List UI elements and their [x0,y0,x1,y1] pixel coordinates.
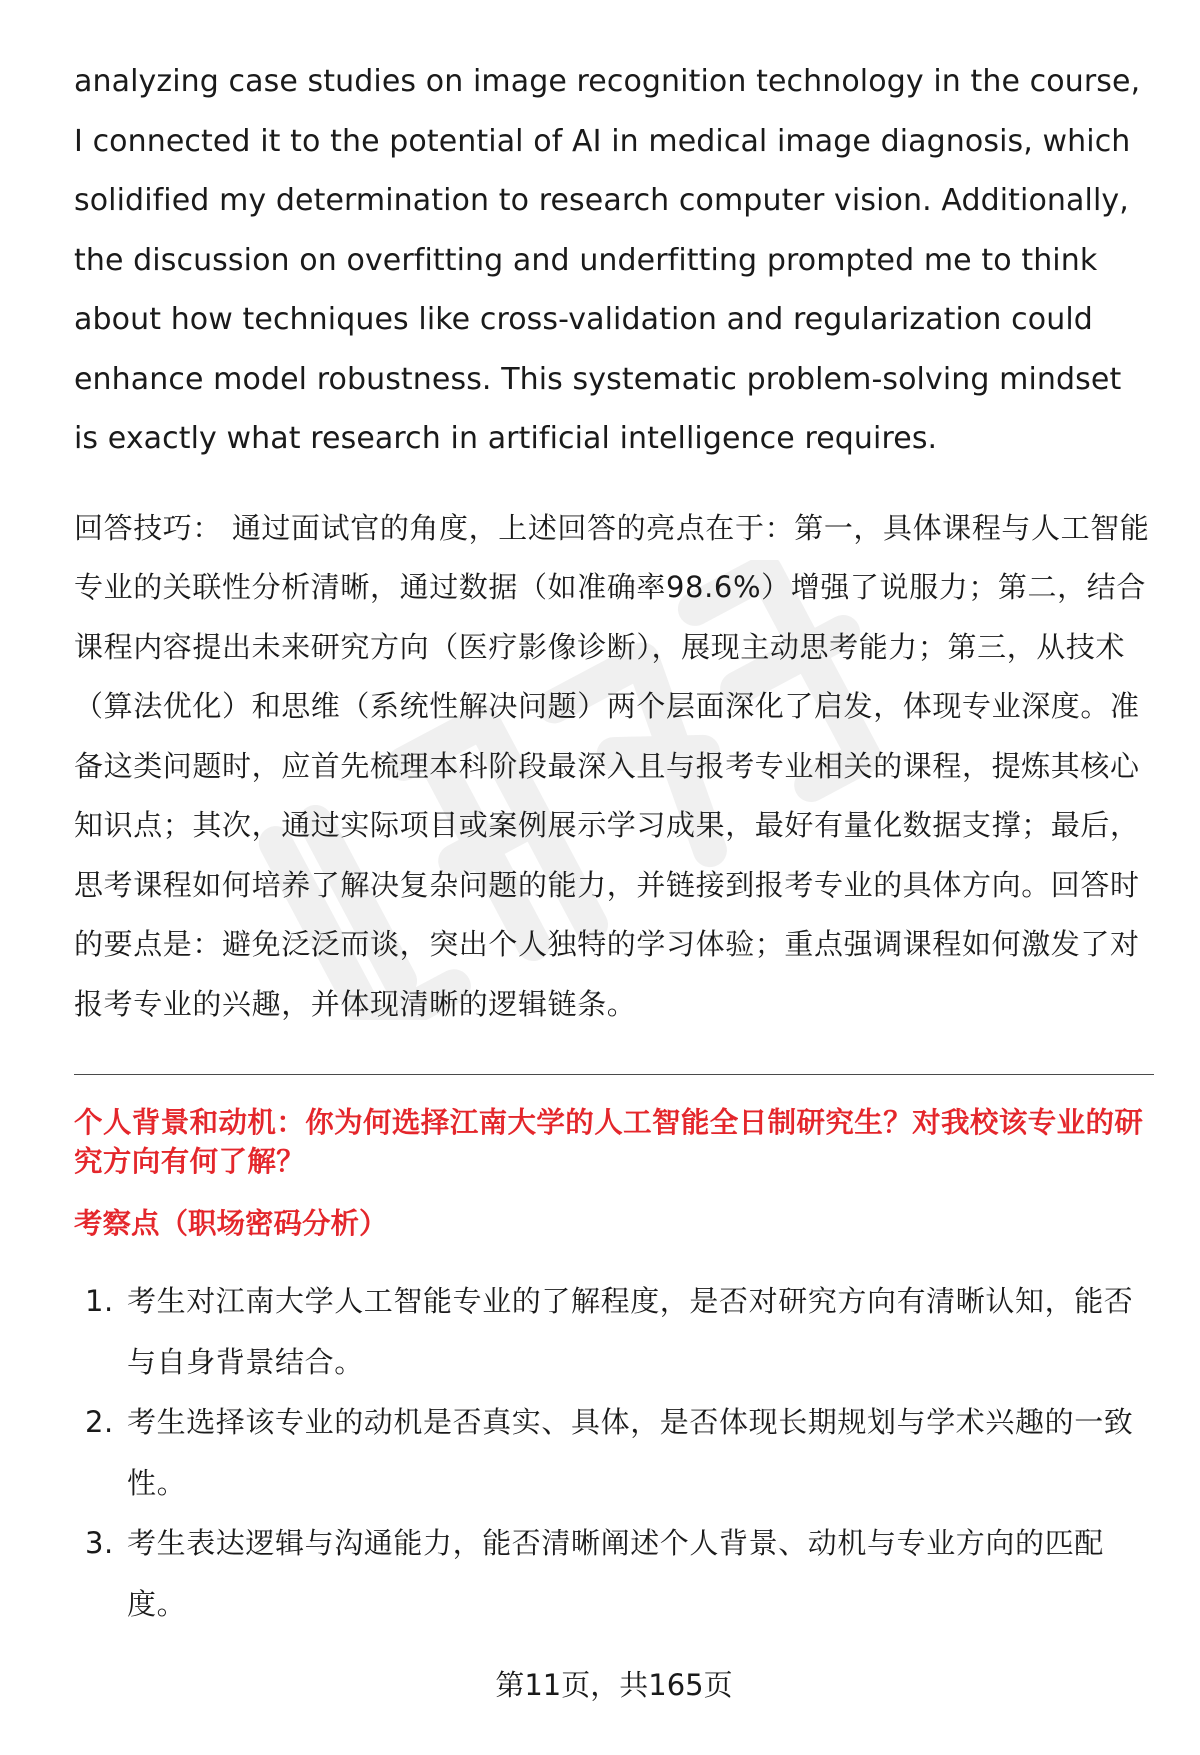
intro-paragraph: analyzing case studies on image recognition technology in the course, I connected it to the potential of AI in medical image diagnosis, which solidified my determination to research computer vision. Additionally, the discussion on overfitting and underfitting prompted me to think about how techniques like cross-validation and regularization could enhance model robustness. This systematic problem-solving mindset is exactly what research in artificial intelligence requires. [74,64,1141,456]
list-item [74,1271,1154,1392]
assessment-points-list [74,1271,1154,1634]
list-item-number: 1. [85,1284,114,1318]
section-divider [74,1074,1154,1075]
list-item-text: 考生表达逻辑与沟通能力，能否清晰阐述个人背景、动机与专业方向的匹配度。 [127,1526,1104,1621]
list-item [74,1513,1154,1634]
answer-tips-paragraph: 回答技巧： 通过面试官的角度，上述回答的亮点在于：第一，具体课程与人工智能专业的关联性分析清晰，通过数据（如准确率98.6%）增强了说服力；第二，结合课程内容提出未来研究方向（医疗影像诊断），展现主动思考能力；第三，从技术（算法优化）和思维（系统性解决问题）两个层面深化了启发，体现专业深度。准备这类问题时，应首先梳理本科阶段最深入且与报考专业相关的课程，提炼其核心知识点；其次，通过实际项目或案例展示学习成果，最好有量化数据支撑；最后，思考课程如何培养了解决复杂问题的能力，并链接到报考专业的具体方向。回答时的要点是：避免泛泛而谈，突出个人独特的学习体验；重点强调课程如何激发了对报考专业的兴趣，并体现清晰的逻辑链条。 [74,510,1150,1021]
list-item-text: 考生对江南大学人工智能专业的了解程度，是否对研究方向有清晰认知，能否与自身背景结合。 [127,1284,1134,1379]
list-item-number: 2. [85,1405,114,1439]
list-item-number: 3. [85,1526,114,1560]
page-number-footer: 第11页，共165页 [495,1668,733,1702]
list-item [74,1392,1154,1513]
question-title: 个人背景和动机：你为何选择江南大学的人工智能全日制研究生？对我校该专业的研究方向有何了解？ [74,1106,1144,1178]
list-item-text: 考生选择该专业的动机是否真实、具体，是否体现长期规划与学术兴趣的一致性。 [127,1405,1134,1500]
document-page [74,52,1154,1634]
assessment-subheading: 考察点（职场密码分析） [74,1207,388,1240]
